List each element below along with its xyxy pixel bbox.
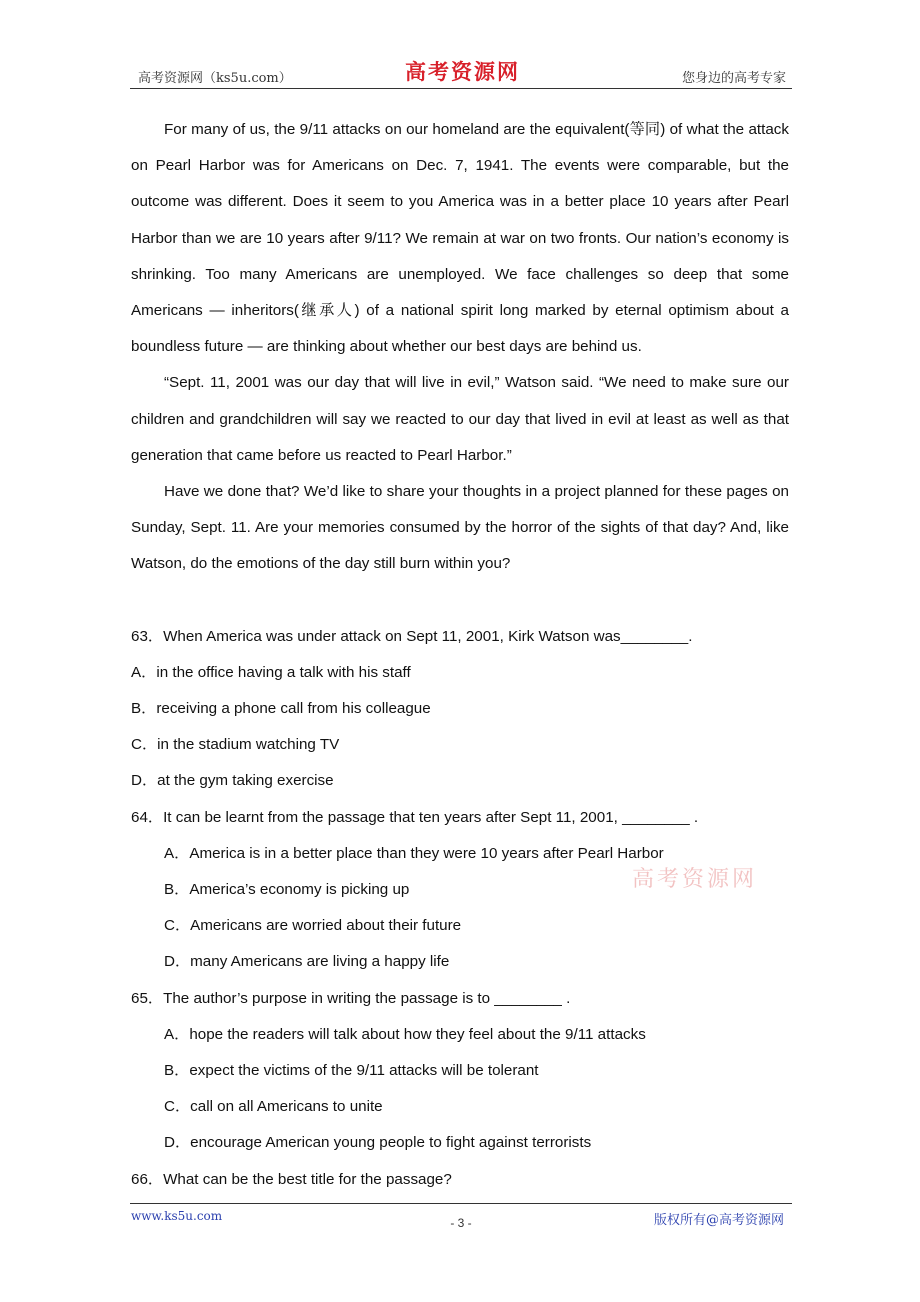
question-66-stem: 66．What can be the best title for the passage? <box>131 1170 452 1188</box>
footer-website-link[interactable]: www.ks5u.com <box>131 1209 223 1223</box>
header-logo: 高考资源网 <box>405 59 520 84</box>
question-63-option-c: C．in the stadium watching TV <box>131 736 340 754</box>
question-64-option-c: C．Americans are worried about their future <box>164 917 462 935</box>
question-65-option-d: D．encourage American young people to fight against terrorists <box>164 1134 592 1152</box>
page-number: - 3 - <box>450 1216 472 1230</box>
page-footer <box>130 1203 792 1230</box>
question-63-option-a: A．in the office having a talk with his staff <box>131 663 411 681</box>
question-64-option-b: B．America’s economy is picking up <box>164 881 410 899</box>
question-65-option-a: A．hope the readers will talk about how they feel about the 9/11 attacks <box>164 1025 646 1043</box>
question-65-option-c: C．call on all Americans to unite <box>164 1098 383 1116</box>
question-64-stem: 64．It can be learnt from the passage that ten years after Sept 11, 2001, ________ . <box>131 808 699 826</box>
question-63-option-d: D．at the gym taking exercise <box>131 772 334 790</box>
question-65-stem: 65．The author’s purpose in writing the passage is to ________ . <box>131 989 571 1007</box>
spacer <box>131 583 789 619</box>
passage-paragraph-2: “Sept. 11, 2001 was our day that will live in evil,” Watson said. “We need to make sure our children and grandchildren will say we reacted to our day that lived in evil at least as well as that generation that came before us reacted to Pearl Harbor.” <box>131 374 789 464</box>
header-site-name: 高考资源网（ks5u.com） <box>138 71 292 86</box>
question-65-option-b: B．expect the victims of the 9/11 attacks will be tolerant <box>164 1062 539 1080</box>
question-64-option-a: A．America is in a better place than they were 10 years after Pearl Harbor <box>164 844 664 862</box>
passage-paragraph-3: Have we done that? We’d like to share your thoughts in a project planned for these pages on Sunday, Sept. 11. Are your memories consumed by the horror of the sights of that day? And, like Watson, do the emotions of the day still burn within you? <box>131 483 789 573</box>
footer-copyright: 版权所有@高考资源网 <box>653 1213 784 1228</box>
header-slogan: 您身边的高考专家 <box>681 71 786 86</box>
question-63-stem: 63．When America was under attack on Sept 11, 2001, Kirk Watson was________. <box>131 627 693 645</box>
document-body <box>131 112 789 1198</box>
passage-paragraph-1: For many of us, the 9/11 attacks on our homeland are the equivalent(等同) of what the attack on Pearl Harbor was for Americans on Dec. 7, 1941. The events were comparable, but the outcome was different. Does it seem to you America was in a better place 10 years after Pearl Harbor than we are 10 years after 9/11? We remain at war on two fronts. Our nation’s economy is shrinking. Too many Americans are unemployed. We face challenges so deep that some Americans — inheritors(继承人) of a national spirit long marked by eternal optimism about a boundless future — are thinking about whether our best days are behind us. <box>131 121 789 356</box>
question-63-option-b: B．receiving a phone call from his colleague <box>131 700 431 718</box>
page-header <box>130 56 792 89</box>
question-64-option-d: D．many Americans are living a happy life <box>164 953 450 971</box>
watermark: 高考资源网 <box>632 867 758 892</box>
